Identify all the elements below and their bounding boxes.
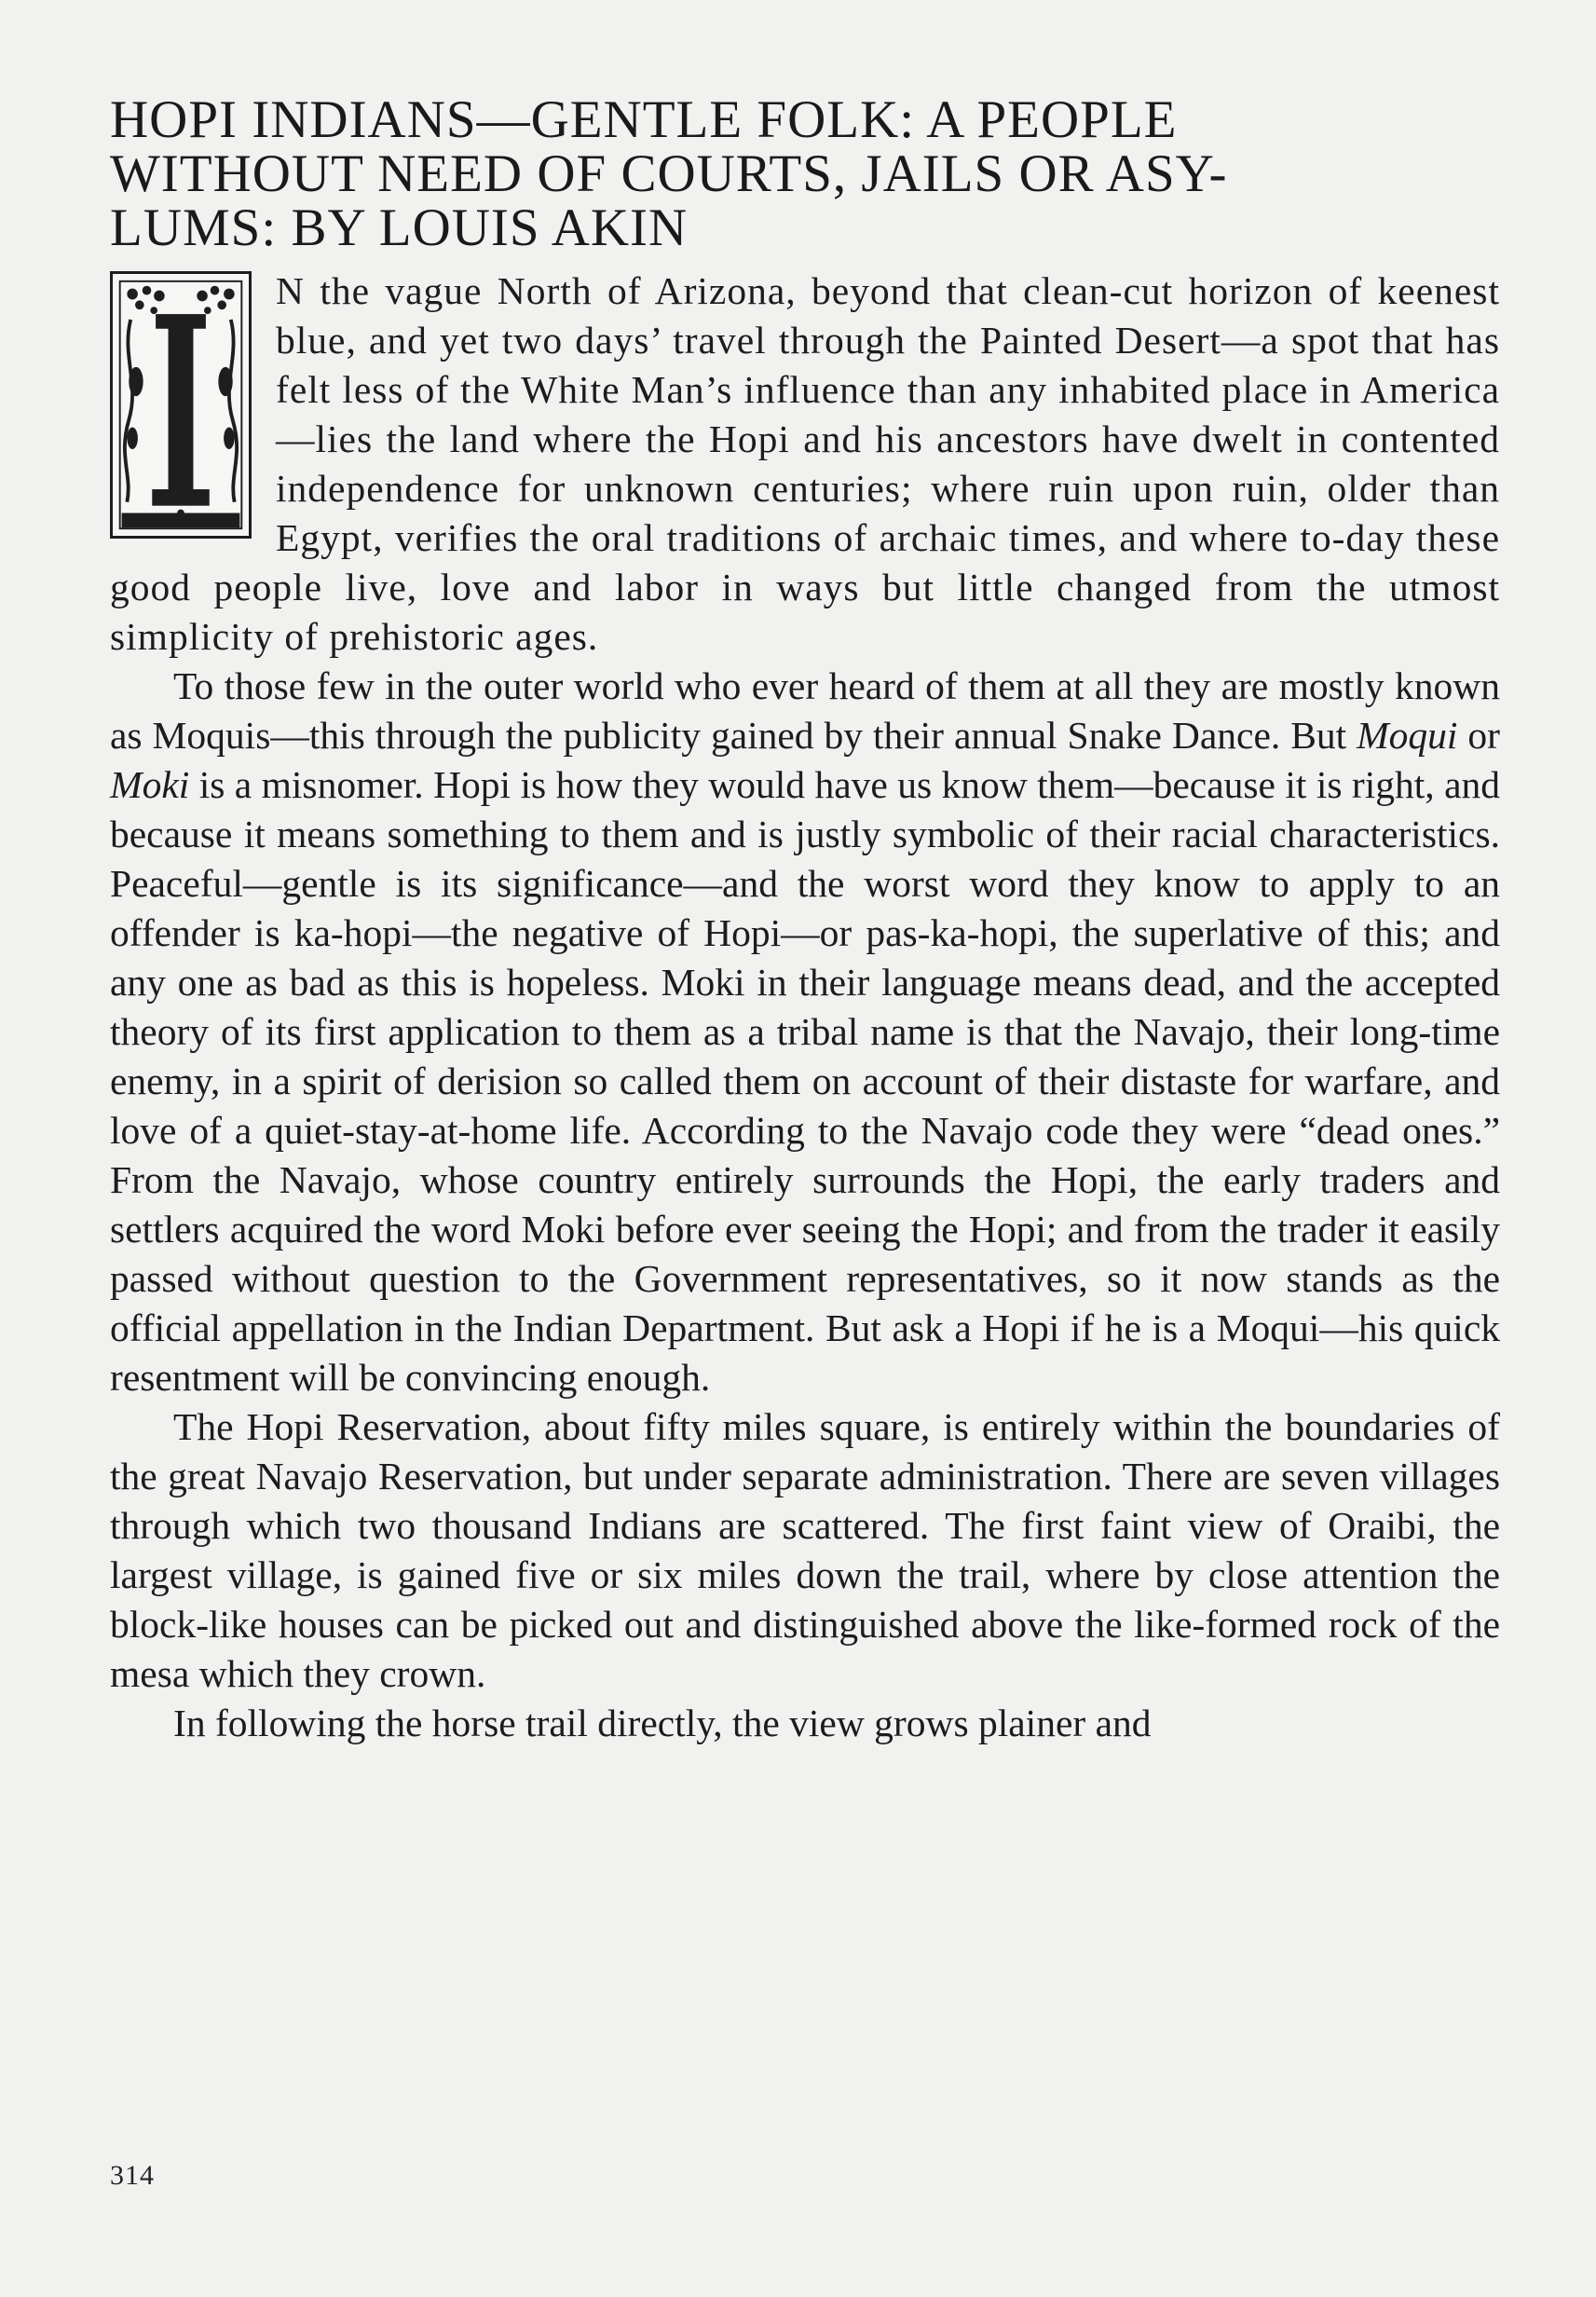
paragraph-4: In following the horse trail directly, the view grows plainer and: [173, 1702, 1152, 1744]
italic-moqui: Moqui: [1357, 714, 1458, 757]
title-line-3: LUMS: BY LOUIS AKIN: [110, 198, 689, 257]
page-number: 314: [110, 2160, 155, 2191]
paragraph-2: [110, 662, 1500, 1402]
paragraph-1-text: N the vague North of Arizona, beyond that clean-cut horizon of keenest blue, and yet two days’ travel through the Painted Desert—a spot that has felt less of the White Man’s influence than any inhabited place in America—lies the land where the Hopi and his ancestors have dwelt in contented independence for unknown centuries; where ruin upon ruin, older than Egypt, verifies the oral traditions of archaic times, and where to-day these good people live, love and labor in ways but little changed from the utmost simplicity of prehistoric ages.: [110, 269, 1500, 658]
article-body: [110, 267, 1500, 1748]
ornamental-drop-cap-icon: [110, 271, 252, 539]
title-line-1: HOPI INDIANS—GENTLE FOLK: A PEOPLE: [110, 90, 1178, 149]
paragraph-2-text-b: is a misnomer. Hopi is how they would have us know them—because it is right, and because it means something to them and is justly symbolic of their racial characteristics. Peaceful—gentle is its significance—and the worst word they know to apply to an offender is ka-hopi—the negative of Hopi—or pas-ka-hopi, the superlative of this; and any one as bad as this is hopeless. Moki in their language means dead, and the accepted theory of its first application to them as a tribal name is that the Navajo, their long-time enemy, in a spirit of derision so called them on account of their distaste for warfare, and love of a quiet-stay-at-home life. According to the Navajo code they were “dead ones.” From the Navajo, whose country entirely surrounds the Hopi, the early traders and settlers acquired the word Moki before ever seeing the Hopi; and from the trader it easily passed without question to the Government representatives, so it now stands as the official appellation in the Indian Department. But ask a Hopi if he is a Moqui—his quick resentment will be convincing enough.: [110, 763, 1500, 1399]
title-line-2: WITHOUT NEED OF COURTS, JAILS OR ASY-: [110, 144, 1228, 203]
paragraph-2-text-a: To those few in the outer world who ever heard of them at all they are mostly known as Moquis—this through the publicity gained by their annual Snake Dance. But: [110, 664, 1500, 757]
article: [110, 90, 1500, 1748]
article-title: [110, 90, 1500, 257]
paragraph-3: The Hopi Reservation, about fifty miles square, is entirely within the boundaries of the great Navajo Reservation, but under separate administration. There are seven villages through which two thousand Indians are scattered. The first faint view of Oraibi, the largest village, is gained five or six miles down the trail, where by close attention the block-like houses can be picked out and distinguished above the like-formed rock of the mesa which they crown.: [110, 1405, 1500, 1695]
paragraph-1: [110, 267, 1500, 662]
italic-moki: Moki: [110, 763, 190, 806]
paragraph-2-or: or: [1457, 714, 1500, 757]
